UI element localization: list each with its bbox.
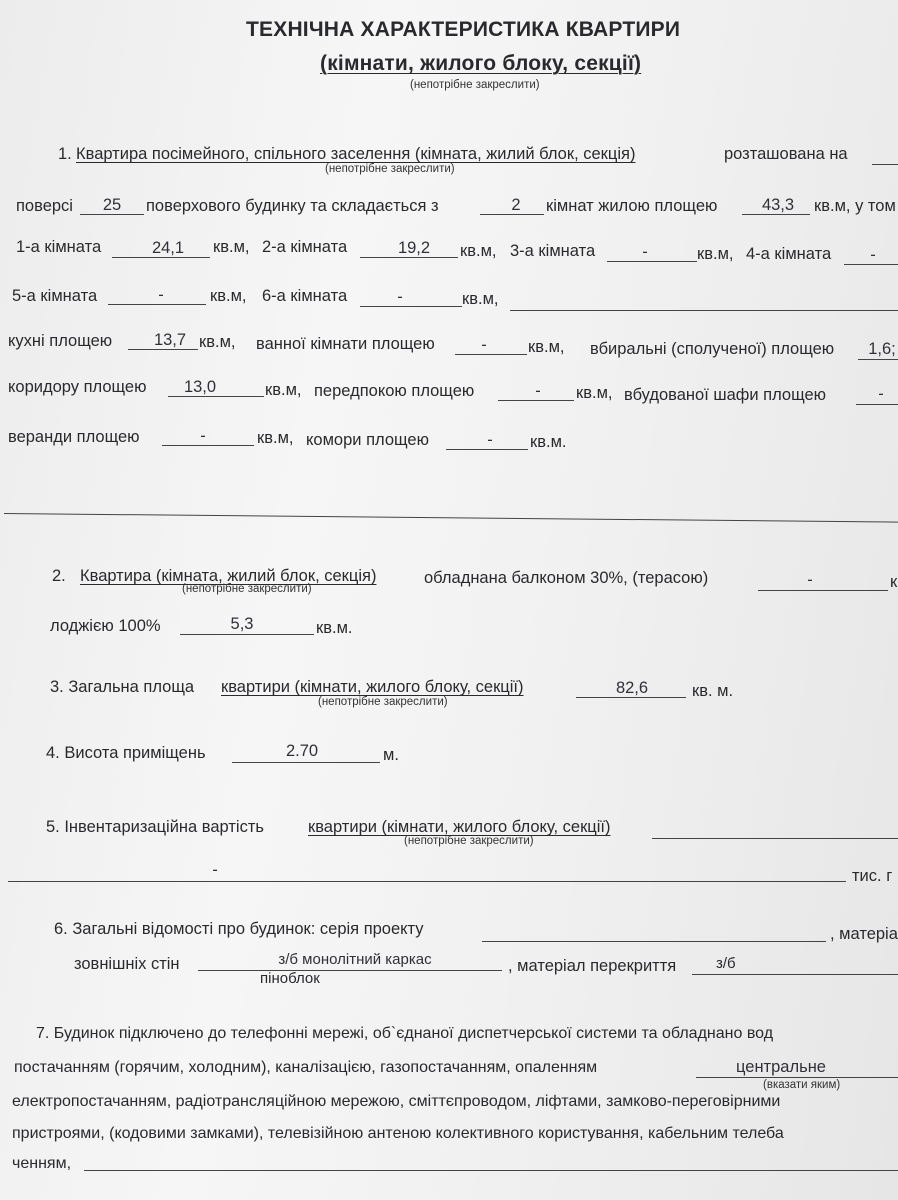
hall-unit: кв.м, [576, 384, 613, 402]
inventory-cost-value: - [212, 861, 218, 879]
toilet-value: 1,6; [868, 340, 896, 358]
height-label: 4. Висота приміщень [46, 744, 206, 762]
section-1-apartment-type: Квартира посімейного, спільного заселення (кімната, жилий блок, секція) [76, 145, 636, 163]
section-7-line-5: ченням, [12, 1155, 72, 1172]
bath-value: - [481, 336, 487, 354]
section-1-extra-line [4, 513, 898, 523]
section-2-apartment-type: Квартира (кімната, жилий блок, секція) [80, 567, 377, 585]
storage-value: - [487, 431, 493, 449]
floors-label: поверсі [16, 197, 73, 215]
balcony-label: обладнана балконом 30%, (терасою) [424, 569, 709, 587]
loggia-unit: кв.м. [316, 619, 353, 637]
section-7-line-4: пристроями, (кодовими замками), телевізійною антеною колективного користування, кабельним телеба [12, 1125, 784, 1142]
section-7-line-2: постачанням (горячим, холодним), каналізацією, газопостачанням, опаленням [14, 1059, 598, 1076]
room-5-value: - [158, 286, 164, 304]
section-1-note: (непотрібне закреслити) [325, 163, 455, 175]
hall-label: передпокою площею [314, 382, 475, 400]
section-7-line-1: 7. Будинок підключено до телефонні мережі, об`єднаної диспетчерської системи та обладнано вод [36, 1025, 774, 1042]
storage-label: комори площею [306, 431, 429, 449]
corridor-label: коридору площею [8, 378, 147, 396]
floor-material-line [692, 974, 898, 975]
walls-label: зовнішніх стін [74, 955, 180, 973]
building-label: поверхового будинку та складається з [146, 197, 439, 215]
room-3-unit: кв.м, [697, 245, 734, 263]
height-value: 2.70 [285, 742, 319, 760]
loggia-value: 5,3 [230, 615, 254, 633]
section-1-number: 1. [58, 145, 72, 163]
walls-value-1: з/б монолітний каркас [278, 951, 432, 968]
closet-value: - [878, 385, 884, 403]
room-2-label: 2-а кімната [262, 238, 348, 256]
room-2-unit: кв.м, [460, 242, 497, 260]
rooms-extra-line [510, 310, 898, 311]
hall-value: - [535, 382, 541, 400]
room-2-value: 19,2 [397, 239, 431, 257]
rooms-value: 2 [511, 196, 521, 214]
heating-value: центральне [736, 1058, 826, 1076]
heating-line [696, 1077, 898, 1078]
living-area-value: 43,3 [761, 196, 795, 214]
floor-blank-line [872, 164, 898, 165]
section-7-extra-line [84, 1170, 898, 1171]
floor-material-value: з/б [716, 955, 736, 972]
walls-line [198, 970, 502, 971]
kitchen-label: кухні площею [8, 332, 113, 350]
room-6-value: - [397, 288, 403, 306]
storage-unit: кв.м. [530, 433, 567, 451]
total-area-value: 82,6 [615, 679, 649, 697]
section-3-note: (непотрібне закреслити) [318, 696, 448, 708]
terrace-line [758, 590, 888, 591]
veranda-label: веранди площею [8, 428, 140, 446]
section-2-number: 2. [52, 567, 66, 585]
walls-value-2: піноблок [260, 970, 320, 987]
section-7-line-3: електропостачанням, радіотрансляційною мережою, сміттєпроводом, ліфтами, замково-переговірними [12, 1093, 781, 1110]
closet-label: вбудованої шафи площею [624, 386, 827, 404]
inventory-cost-line-2 [8, 881, 846, 882]
heating-note: (вказати яким) [763, 1079, 841, 1091]
bath-unit: кв.м, [528, 338, 565, 356]
inventory-cost-apartment-type: квартири (кімнати, жилого блоку, секції) [308, 818, 611, 836]
document-subtitle: (кімнати, жилого блоку, секції) [320, 52, 642, 75]
height-line [232, 762, 380, 763]
kitchen-unit: кв.м, [199, 333, 236, 351]
corridor-unit: кв.м, [265, 381, 302, 399]
corridor-value: 13,0 [183, 378, 217, 396]
height-unit: м. [383, 746, 399, 764]
room-3-value: - [642, 243, 648, 261]
toilet-line [858, 359, 898, 360]
room-6-unit: кв.м, [462, 290, 499, 308]
terrace-value: - [807, 571, 813, 589]
floor-material-label: , матеріал перекриття [508, 957, 677, 975]
living-area-label: кімнат жилою площею [546, 197, 718, 215]
inventory-cost-unit: тис. г [852, 867, 893, 885]
living-area-unit: кв.м, у том [814, 197, 896, 215]
loggia-line [180, 634, 314, 635]
inventory-cost-line-1 [652, 838, 898, 839]
total-area-apartment-type: квартири (кімнати, жилого блоку, секції) [221, 678, 524, 696]
room-4-value: - [870, 246, 876, 264]
material-label: , матеріа [830, 925, 898, 943]
room-1-unit: кв.м, [213, 238, 250, 256]
terrace-unit-edge: к [890, 573, 898, 591]
room-1-value: 24,1 [151, 239, 185, 257]
floors-value: 25 [102, 196, 122, 214]
bath-label: ванної кімнати площею [256, 335, 435, 353]
inventory-cost-label: 5. Інвентаризаційна вартість [46, 818, 264, 836]
room-4-label: 4-а кімната [746, 245, 832, 263]
veranda-value: - [200, 427, 206, 445]
room-3-label: 3-а кімната [510, 242, 596, 260]
project-series-line [482, 941, 826, 942]
section-1-located-label: розташована на [724, 145, 848, 163]
veranda-unit: кв.м, [257, 429, 294, 447]
section-5-note: (непотрібне закреслити) [404, 835, 534, 847]
room-6-label: 6-а кімната [262, 287, 348, 305]
kitchen-value: 13,7 [153, 331, 187, 349]
closet-line [856, 404, 898, 405]
section-2-note: (непотрібне закреслити) [182, 583, 312, 595]
loggia-label: лоджією 100% [50, 617, 161, 635]
total-area-label: 3. Загальна площа [50, 678, 195, 696]
document-title: ТЕХНІЧНА ХАРАКТЕРИСТИКА КВАРТИРИ [246, 18, 681, 41]
room-1-label: 1-а кімната [16, 238, 102, 256]
building-info-label: 6. Загальні відомості про будинок: серія проекту [54, 920, 424, 938]
room-5-unit: кв.м, [210, 287, 247, 305]
toilet-label: вбиральні (сполученої) площею [590, 340, 835, 358]
room-5-label: 5-а кімната [12, 287, 98, 305]
total-area-unit: кв. м. [692, 682, 734, 700]
subtitle-note: (непотрібне закреслити) [410, 79, 540, 91]
